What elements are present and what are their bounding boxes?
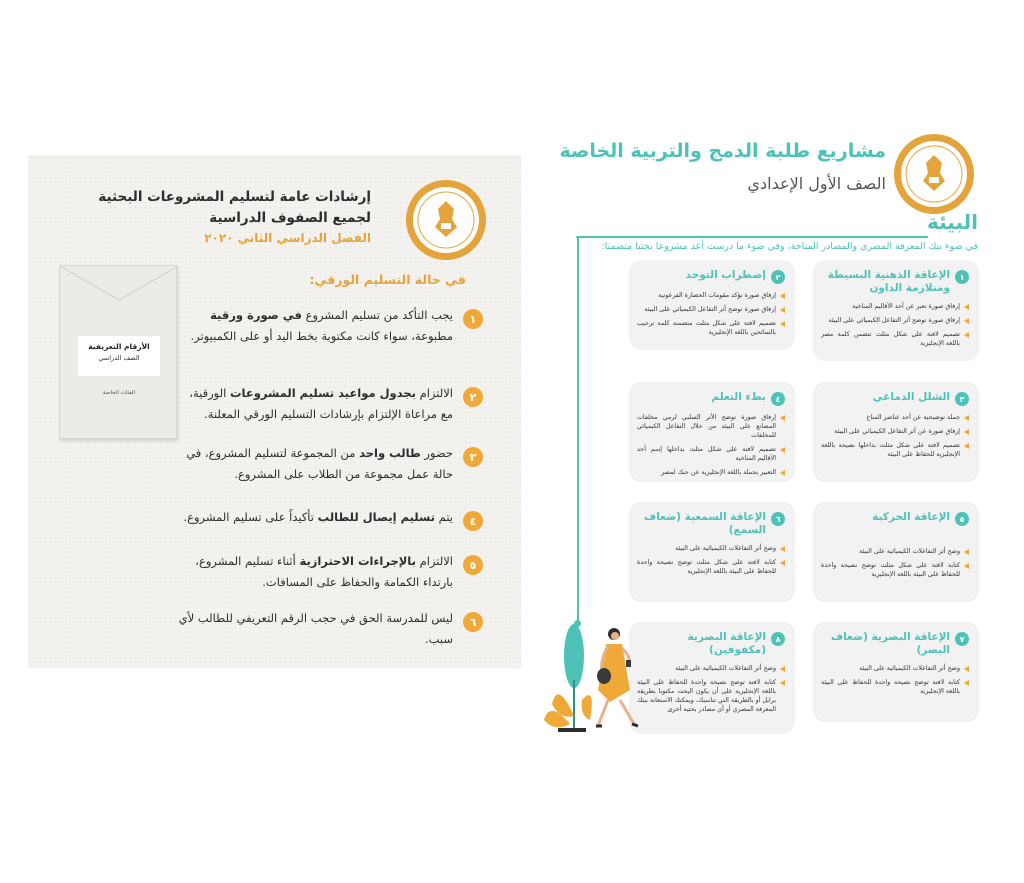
bullet-item: إرفاق صورة توضح الأثر السلبي لرمي مخلفات المصانع على البيئة من خلال التفاعل الكيميائي للمخلفات <box>637 413 785 440</box>
bullet-item: جملة توضيحية عن أحد عناصر المناخ <box>821 413 969 422</box>
bullet-item: كتابة لافتة على شكل مثلث توضح نصيحة واحدة للحفاظ على البيئة باللغة الإنجليزية <box>821 561 969 579</box>
item-text: حضور طالب واحد من المجموعة لتسليم المشروع، في حالة عمل مجموعة من الطلاب على المشروع. <box>186 446 453 481</box>
guidelines-panel <box>28 155 521 668</box>
card-title: الإعاقة البصرية (مكفوفين) <box>687 631 766 656</box>
bullet-arrow-icon <box>964 563 969 569</box>
item-text: الالتزام بالإجراءات الاحترازية أثناء تسليم المشروع، بارتداء الكمامة والحفاظ على المسافات. <box>195 554 453 589</box>
item-text: يجب التأكد من تسليم المشروع في صورة ورقية مطبوعة، سواء كانت مكتوبة بخط اليد أو على الكمبيوتر. <box>190 308 453 343</box>
list-item <box>178 608 483 650</box>
bullet-item: وضح أثر التفاعلات الكيميائية على البيئة <box>637 544 785 553</box>
list-item <box>178 507 483 531</box>
bullet-arrow-icon <box>780 546 785 552</box>
bullet-arrow-icon <box>964 318 969 324</box>
card-number: ٥ <box>955 512 969 526</box>
item-number: ٢ <box>463 387 483 407</box>
semester-label: الفصل الدراسي الثاني ٢٠٢٠ <box>204 231 371 245</box>
card-intellectual-disability <box>813 260 979 361</box>
bullet-item: كتابة لافتة توضح نصيحة واحدة للحفاظ على البيئة باللغة الإنجليزية على أن يكون البحث مكتوبا بطريقة برايل أو بالطريقة التي تناسبك، ويمكنك الاستعانة ببنك المعرفة المصري أو أي مصادر بحثية أخرى <box>637 678 785 714</box>
section-heading: في حالة التسليم الورقي: <box>309 272 466 287</box>
card-number: ٧ <box>955 632 969 646</box>
item-number: ٤ <box>463 511 483 531</box>
item-text: ليس للمدرسة الحق في حجب الرقم التعريفي للطالب لأي سبب. <box>178 611 453 646</box>
title-line-2: لجميع الصفوف الدراسية <box>209 210 371 226</box>
grade-subtitle: الصف الأول الإعدادي <box>747 174 886 193</box>
woman-walking-illustration-icon <box>540 620 650 738</box>
envelope-label-title: الأرقام التعريفية <box>88 342 150 351</box>
envelope-label-sub: الصف الدراسي <box>98 354 140 362</box>
bullet-item: إرفاق صورة توضح أثر التفاعل الكيميائي على البيئة <box>821 316 969 325</box>
card-autism <box>629 260 795 350</box>
card-title: الشلل الدماغي <box>872 391 950 403</box>
card-number: ٤ <box>771 392 785 406</box>
item-number: ٥ <box>463 555 483 575</box>
bullet-item: إرفاق صورة تؤكد مقومات الحضارة الفرعونية <box>637 291 785 300</box>
card-title: الإعاقة الذهنية البسيطة ومتلازمة الداون <box>827 269 950 294</box>
card-title: الإعاقة السمعية (ضعاف السمع) <box>644 511 766 536</box>
card-hearing-impairment <box>629 502 795 602</box>
bullet-item: وضح أثر التفاعلات الكيميائية على البيئة <box>821 664 969 673</box>
bullet-item: التعبير بجملة باللغة الإنجليزية عن حبك لمصر <box>637 468 785 477</box>
card-title: الإعاقة الحركية <box>872 511 950 523</box>
intro-text: في ضوء بنك المعرفة المصري والمصادر المتاحة، وفي ضوء ما درست أعد مشروعا بحثيا متضمنا: <box>601 241 978 252</box>
bullet-arrow-icon <box>964 429 969 435</box>
item-number: ٣ <box>463 447 483 467</box>
item-text: يتم تسليم إيصال للطالب تأكيداً على تسليم المشروع. <box>183 510 453 524</box>
bullet-item: وضح أثر التفاعلات الكيميائية على البيئة <box>637 664 785 673</box>
bullet-arrow-icon <box>780 321 785 327</box>
bullet-arrow-icon <box>780 307 785 313</box>
envelope-label <box>78 336 160 376</box>
card-cerebral-palsy <box>813 382 979 482</box>
ministry-logo-icon <box>405 179 487 261</box>
timeline-line <box>577 236 579 624</box>
projects-title: مشاريع طلبة الدمج والتربية الخاصة <box>559 140 886 162</box>
bullet-arrow-icon <box>964 549 969 555</box>
bullet-item: تصميم لافتة على شكل مثلث بداخلها إسم أحد الأقاليم المناخية <box>637 445 785 463</box>
bullet-arrow-icon <box>780 560 785 566</box>
bullet-arrow-icon <box>964 415 969 421</box>
item-number: ١ <box>463 309 483 329</box>
divider <box>576 236 928 238</box>
list-item <box>178 551 483 593</box>
bullet-arrow-icon <box>964 304 969 310</box>
bullet-item: كتابة لافتة على شكل مثلث توضح نصيحة واحدة للحفاظ على البيئة باللغة الإنجليزية <box>637 558 785 576</box>
envelope-footer: الفئات الخاصة <box>102 390 136 396</box>
card-number: ١ <box>955 270 969 284</box>
bullet-item: إرفاق صورة عن أثر التفاعل الكيميائي على البيئة <box>821 427 969 436</box>
card-number: ٦ <box>771 512 785 526</box>
bullet-arrow-icon <box>780 680 785 686</box>
card-title: الإعاقة البصرية (ضعاف البصر) <box>830 631 950 656</box>
card-number: ٨ <box>771 632 785 646</box>
bullet-arrow-icon <box>780 666 785 672</box>
list-item <box>178 305 483 347</box>
bullet-item: تصميم لافتة على شكل مثلث متضمنة كلمة ترحيب بالسائحين باللغة الإنجليزية <box>637 319 785 337</box>
card-motor-disability <box>813 502 979 602</box>
item-text: الالتزام بجدول مواعيد تسليم المشروعات الورقية، مع مراعاة الإلتزام بإرشادات التسليم الورقي المعلنة. <box>189 386 453 421</box>
bullet-item: كتابة لافتة توضح نصيحة واحدة للحفاظ على البيئة باللغة الإنجليزية <box>821 678 969 696</box>
bullet-arrow-icon <box>780 447 785 453</box>
card-slow-learning <box>629 382 795 482</box>
list-item <box>178 383 483 425</box>
guidelines-title <box>98 187 371 247</box>
item-number: ٦ <box>463 612 483 632</box>
card-low-vision <box>813 622 979 722</box>
topic-heading: البيئة <box>927 210 978 234</box>
bullet-arrow-icon <box>964 680 969 686</box>
envelope-illustration <box>59 265 177 439</box>
bullet-arrow-icon <box>780 293 785 299</box>
card-title: بطء التعلم <box>711 391 766 403</box>
title-line-1: إرشادات عامة لتسليم المشروعات البحثية <box>98 189 371 205</box>
bullet-item: تصميم لافتة على شكل مثلث تتضمن كلمة مصر باللغة الإنجليزية <box>821 330 969 348</box>
bullet-item: إرفاق صورة توضح أثر التفاعل الكيميائي على البيئة <box>637 305 785 314</box>
bullet-item: تصميم لافتة على شكل مثلث بداخلها نصيحة باللغة الإنجليزية للحفاظ على البيئة <box>821 441 969 459</box>
bullet-arrow-icon <box>780 415 785 421</box>
bullet-item: إرفاق صورة تعبر عن أحد الأقاليم المناخية <box>821 302 969 311</box>
bullet-arrow-icon <box>964 666 969 672</box>
bullet-item: وضح أثر التفاعلات الكيميائية على البيئة <box>821 547 969 556</box>
card-blind <box>629 622 795 734</box>
list-item <box>178 443 483 485</box>
card-number: ٣ <box>955 392 969 406</box>
bullet-arrow-icon <box>964 443 969 449</box>
card-number: ٢ <box>771 270 785 284</box>
bullet-arrow-icon <box>964 332 969 338</box>
ministry-logo-icon <box>893 133 975 215</box>
bullet-arrow-icon <box>780 470 785 476</box>
card-title: إضطراب التوحد <box>685 269 766 281</box>
